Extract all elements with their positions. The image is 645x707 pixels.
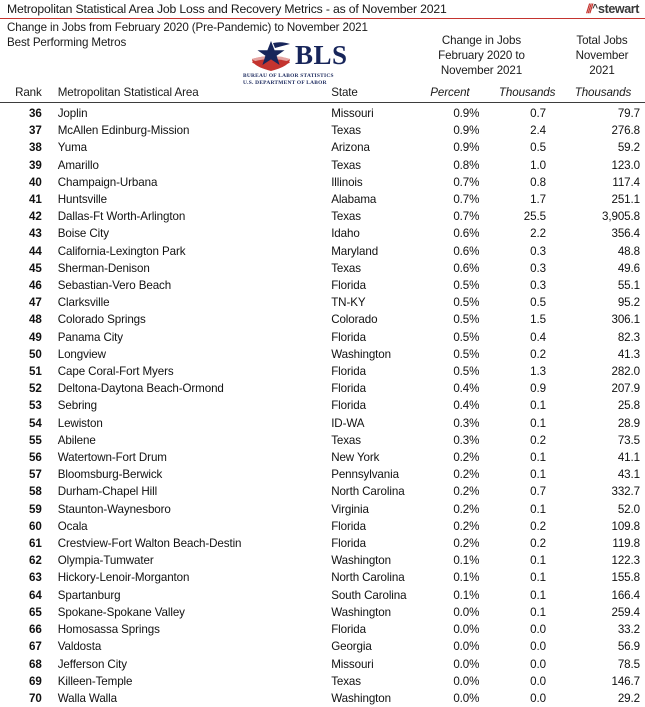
cell-state: Florida	[313, 518, 406, 535]
cell-msa: California-Lexington Park	[49, 243, 313, 260]
cell-rank: 68	[0, 656, 49, 673]
cell-rank: 37	[0, 122, 49, 139]
cell-total: 49.6	[561, 260, 645, 277]
table-row[interactable]	[0, 174, 645, 191]
cell-thousands: 0.0	[493, 690, 561, 707]
change-in-jobs-line-3: November 2021	[404, 63, 559, 78]
cell-msa: Panama City	[49, 329, 313, 346]
cell-total: 332.7	[561, 483, 645, 500]
cell-msa: Dallas-Ft Worth-Arlington	[49, 208, 313, 225]
table-row[interactable]	[0, 604, 645, 621]
column-header-state[interactable]: State	[313, 86, 406, 103]
cell-thousands: 0.1	[493, 587, 561, 604]
logo-slashes-icon: ///	[586, 2, 591, 16]
cell-state: New York	[313, 449, 406, 466]
cell-rank: 46	[0, 277, 49, 294]
stewart-logo	[586, 2, 639, 16]
cell-state: Texas	[313, 157, 406, 174]
cell-rank: 56	[0, 449, 49, 466]
table-row[interactable]	[0, 656, 645, 673]
cell-rank: 64	[0, 587, 49, 604]
cell-msa: Durham-Chapel Hill	[49, 483, 313, 500]
cell-msa: Sebastian-Vero Beach	[49, 277, 313, 294]
table-row[interactable]	[0, 260, 645, 277]
cell-rank: 42	[0, 208, 49, 225]
cell-state: Texas	[313, 260, 406, 277]
cell-state: Arizona	[313, 139, 406, 156]
cell-msa: Bloomsburg-Berwick	[49, 466, 313, 483]
change-in-jobs-line-1: Change in Jobs	[404, 33, 559, 48]
table-row[interactable]	[0, 432, 645, 449]
cell-state: Maryland	[313, 243, 406, 260]
table-row[interactable]	[0, 621, 645, 638]
cell-msa: Watertown-Fort Drum	[49, 449, 313, 466]
cell-percent: 0.5%	[406, 294, 493, 311]
cell-msa: Yuma	[49, 139, 313, 156]
cell-msa: Deltona-Daytona Beach-Ormond	[49, 380, 313, 397]
cell-msa: Hickory-Lenoir-Morganton	[49, 569, 313, 586]
cell-thousands: 0.7	[493, 483, 561, 500]
cell-thousands: 1.3	[493, 363, 561, 380]
cell-rank: 50	[0, 346, 49, 363]
cell-msa: Lewiston	[49, 415, 313, 432]
cell-state: Alabama	[313, 191, 406, 208]
table-row[interactable]	[0, 449, 645, 466]
total-jobs-line-3: 2021	[562, 63, 642, 78]
table-row[interactable]	[0, 208, 645, 225]
cell-rank: 44	[0, 243, 49, 260]
cell-total: 52.0	[561, 501, 645, 518]
table-row[interactable]	[0, 638, 645, 655]
cell-rank: 48	[0, 311, 49, 328]
cell-msa: Jefferson City	[49, 656, 313, 673]
cell-state: Texas	[313, 208, 406, 225]
cell-rank: 54	[0, 415, 49, 432]
msa-metrics-table	[0, 86, 645, 707]
cell-rank: 39	[0, 157, 49, 174]
cell-thousands: 0.0	[493, 673, 561, 690]
cell-total: 25.8	[561, 397, 645, 414]
cell-total: 146.7	[561, 673, 645, 690]
cell-rank: 41	[0, 191, 49, 208]
bls-wordmark: BLS	[295, 38, 348, 72]
cell-thousands: 0.2	[493, 518, 561, 535]
cell-thousands: 0.1	[493, 466, 561, 483]
table-row[interactable]	[0, 552, 645, 569]
cell-percent: 0.3%	[406, 432, 493, 449]
cell-thousands: 1.0	[493, 157, 561, 174]
cell-total: 73.5	[561, 432, 645, 449]
cell-percent: 0.5%	[406, 277, 493, 294]
cell-thousands: 2.4	[493, 122, 561, 139]
cell-rank: 65	[0, 604, 49, 621]
cell-thousands: 1.7	[493, 191, 561, 208]
cell-state: Florida	[313, 329, 406, 346]
cell-msa: Sebring	[49, 397, 313, 414]
cell-rank: 57	[0, 466, 49, 483]
cell-thousands: 0.8	[493, 174, 561, 191]
cell-rank: 43	[0, 225, 49, 242]
cell-percent: 0.9%	[406, 103, 493, 123]
msa-metrics-table-wrapper	[0, 86, 645, 707]
cell-thousands: 0.1	[493, 569, 561, 586]
cell-percent: 0.2%	[406, 501, 493, 518]
cell-rank: 67	[0, 638, 49, 655]
cell-thousands: 0.2	[493, 346, 561, 363]
cell-percent: 0.7%	[406, 208, 493, 225]
table-row[interactable]	[0, 363, 645, 380]
table-row[interactable]	[0, 329, 645, 346]
cell-state: North Carolina	[313, 569, 406, 586]
cell-rank: 55	[0, 432, 49, 449]
table-row[interactable]	[0, 157, 645, 174]
cell-percent: 0.4%	[406, 380, 493, 397]
bls-star-shield-icon	[249, 41, 293, 73]
cell-total: 95.2	[561, 294, 645, 311]
table-header-row	[0, 86, 645, 103]
cell-state: ID-WA	[313, 415, 406, 432]
cell-state: Florida	[313, 621, 406, 638]
cell-state: Florida	[313, 363, 406, 380]
bls-subtitle-line-1: BUREAU OF LABOR STATISTICS	[243, 73, 334, 79]
cell-msa: Abilene	[49, 432, 313, 449]
cell-thousands: 0.1	[493, 415, 561, 432]
cell-thousands: 0.1	[493, 552, 561, 569]
table-row[interactable]	[0, 415, 645, 432]
cell-state: Pennsylvania	[313, 466, 406, 483]
cell-msa: Homosassa Springs	[49, 621, 313, 638]
table-row[interactable]	[0, 103, 645, 123]
table-row[interactable]	[0, 277, 645, 294]
cell-rank: 61	[0, 535, 49, 552]
table-body	[0, 103, 645, 707]
table-row[interactable]	[0, 569, 645, 586]
table-row[interactable]	[0, 191, 645, 208]
cell-msa: Boise City	[49, 225, 313, 242]
cell-msa: Joplin	[49, 103, 313, 123]
table-row[interactable]	[0, 122, 645, 139]
table-row[interactable]	[0, 501, 645, 518]
cell-msa: Walla Walla	[49, 690, 313, 707]
cell-state: Florida	[313, 397, 406, 414]
cell-total: 122.3	[561, 552, 645, 569]
cell-state: Texas	[313, 432, 406, 449]
cell-thousands: 0.1	[493, 604, 561, 621]
total-jobs-group-header	[562, 33, 642, 79]
cell-state: Missouri	[313, 103, 406, 123]
cell-state: Illinois	[313, 174, 406, 191]
cell-msa: Valdosta	[49, 638, 313, 655]
cell-total: 43.1	[561, 466, 645, 483]
cell-percent: 0.0%	[406, 638, 493, 655]
cell-thousands: 0.1	[493, 397, 561, 414]
cell-msa: Ocala	[49, 518, 313, 535]
table-row[interactable]	[0, 673, 645, 690]
cell-rank: 38	[0, 139, 49, 156]
cell-total: 117.4	[561, 174, 645, 191]
cell-total: 306.1	[561, 311, 645, 328]
cell-thousands: 0.3	[493, 243, 561, 260]
cell-percent: 0.9%	[406, 122, 493, 139]
subtitle-line-1: Change in Jobs from February 2020 (Pre-Pandemic) to November 2021	[7, 21, 368, 35]
cell-thousands: 0.9	[493, 380, 561, 397]
cell-state: South Carolina	[313, 587, 406, 604]
cell-msa: Longview	[49, 346, 313, 363]
cell-total: 48.8	[561, 243, 645, 260]
cell-rank: 66	[0, 621, 49, 638]
column-header-total-thousands[interactable]: Thousands	[561, 86, 645, 103]
cell-thousands: 0.0	[493, 621, 561, 638]
cell-rank: 63	[0, 569, 49, 586]
cell-state: TN-KY	[313, 294, 406, 311]
cell-total: 207.9	[561, 380, 645, 397]
column-header-percent[interactable]: Percent	[406, 86, 493, 103]
cell-percent: 0.9%	[406, 139, 493, 156]
cell-state: Missouri	[313, 656, 406, 673]
cell-state: Texas	[313, 673, 406, 690]
cell-percent: 0.1%	[406, 587, 493, 604]
cell-percent: 0.6%	[406, 243, 493, 260]
cell-percent: 0.5%	[406, 346, 493, 363]
cell-percent: 0.2%	[406, 518, 493, 535]
cell-percent: 0.6%	[406, 225, 493, 242]
change-in-jobs-line-2: February 2020 to	[404, 48, 559, 63]
cell-total: 251.1	[561, 191, 645, 208]
cell-msa: Colorado Springs	[49, 311, 313, 328]
table-row[interactable]	[0, 466, 645, 483]
cell-state: Texas	[313, 122, 406, 139]
cell-percent: 0.4%	[406, 397, 493, 414]
cell-percent: 0.7%	[406, 174, 493, 191]
cell-rank: 70	[0, 690, 49, 707]
cell-total: 41.1	[561, 449, 645, 466]
cell-msa: Staunton-Waynesboro	[49, 501, 313, 518]
table-row[interactable]	[0, 587, 645, 604]
cell-total: 78.5	[561, 656, 645, 673]
cell-total: 123.0	[561, 157, 645, 174]
cell-rank: 58	[0, 483, 49, 500]
cell-msa: Sherman-Denison	[49, 260, 313, 277]
cell-state: Virginia	[313, 501, 406, 518]
cell-total: 119.8	[561, 535, 645, 552]
cell-msa: Amarillo	[49, 157, 313, 174]
table-row[interactable]	[0, 690, 645, 707]
cell-thousands: 0.0	[493, 638, 561, 655]
cell-percent: 0.0%	[406, 656, 493, 673]
cell-msa: Clarksville	[49, 294, 313, 311]
cell-msa: Huntsville	[49, 191, 313, 208]
cell-percent: 0.3%	[406, 415, 493, 432]
cell-thousands: 25.5	[493, 208, 561, 225]
cell-total: 59.2	[561, 139, 645, 156]
bls-logo	[242, 40, 392, 88]
cell-rank: 49	[0, 329, 49, 346]
cell-rank: 36	[0, 103, 49, 123]
cell-state: Washington	[313, 690, 406, 707]
cell-rank: 45	[0, 260, 49, 277]
cell-thousands: 0.1	[493, 501, 561, 518]
cell-percent: 0.2%	[406, 449, 493, 466]
cell-rank: 53	[0, 397, 49, 414]
cell-rank: 47	[0, 294, 49, 311]
logo-wordmark: stewart	[598, 2, 639, 16]
cell-thousands: 0.3	[493, 277, 561, 294]
cell-msa: Olympia-Tumwater	[49, 552, 313, 569]
change-in-jobs-group-header	[404, 33, 559, 79]
table-row[interactable]	[0, 397, 645, 414]
cell-rank: 40	[0, 174, 49, 191]
cell-rank: 52	[0, 380, 49, 397]
cell-msa: Champaign-Urbana	[49, 174, 313, 191]
cell-total: 82.3	[561, 329, 645, 346]
table-header	[0, 86, 645, 103]
cell-percent: 0.2%	[406, 466, 493, 483]
cell-total: 56.9	[561, 638, 645, 655]
cell-msa: Killeen-Temple	[49, 673, 313, 690]
cell-percent: 0.0%	[406, 690, 493, 707]
cell-state: Georgia	[313, 638, 406, 655]
cell-thousands: 0.0	[493, 656, 561, 673]
cell-total: 29.2	[561, 690, 645, 707]
cell-thousands: 0.2	[493, 432, 561, 449]
cell-total: 33.2	[561, 621, 645, 638]
cell-percent: 0.7%	[406, 191, 493, 208]
cell-total: 155.8	[561, 569, 645, 586]
column-header-change-thousands[interactable]: Thousands	[493, 86, 561, 103]
cell-total: 259.4	[561, 604, 645, 621]
cell-thousands: 2.2	[493, 225, 561, 242]
cell-total: 276.8	[561, 122, 645, 139]
cell-total: 79.7	[561, 103, 645, 123]
table-row[interactable]	[0, 139, 645, 156]
cell-percent: 0.0%	[406, 621, 493, 638]
cell-percent: 0.1%	[406, 552, 493, 569]
cell-percent: 0.5%	[406, 311, 493, 328]
cell-thousands: 0.5	[493, 139, 561, 156]
table-row[interactable]	[0, 518, 645, 535]
cell-state: Florida	[313, 535, 406, 552]
logo-caret-icon: ^	[592, 3, 598, 14]
column-header-rank[interactable]: Rank	[0, 86, 49, 103]
cell-percent: 0.0%	[406, 673, 493, 690]
table-row[interactable]	[0, 535, 645, 552]
cell-msa: Spartanburg	[49, 587, 313, 604]
cell-percent: 0.0%	[406, 604, 493, 621]
cell-total: 55.1	[561, 277, 645, 294]
total-jobs-line-1: Total Jobs	[562, 33, 642, 48]
cell-total: 109.8	[561, 518, 645, 535]
cell-total: 166.4	[561, 587, 645, 604]
cell-state: North Carolina	[313, 483, 406, 500]
bls-subtitle-line-2: U.S. DEPARTMENT OF LABOR	[243, 80, 327, 86]
cell-percent: 0.6%	[406, 260, 493, 277]
cell-state: Washington	[313, 552, 406, 569]
cell-msa: Cape Coral-Fort Myers	[49, 363, 313, 380]
cell-total: 41.3	[561, 346, 645, 363]
cell-thousands: 0.1	[493, 449, 561, 466]
table-row[interactable]	[0, 294, 645, 311]
cell-thousands: 1.5	[493, 311, 561, 328]
cell-rank: 60	[0, 518, 49, 535]
cell-rank: 69	[0, 673, 49, 690]
cell-percent: 0.1%	[406, 569, 493, 586]
cell-total: 3,905.8	[561, 208, 645, 225]
cell-total: 282.0	[561, 363, 645, 380]
cell-state: Washington	[313, 604, 406, 621]
page-title: Metropolitan Statistical Area Job Loss and Recovery Metrics - as of November 2021	[7, 2, 447, 17]
cell-total: 356.4	[561, 225, 645, 242]
cell-thousands: 0.5	[493, 294, 561, 311]
cell-percent: 0.2%	[406, 535, 493, 552]
cell-percent: 0.8%	[406, 157, 493, 174]
cell-state: Florida	[313, 380, 406, 397]
cell-percent: 0.5%	[406, 329, 493, 346]
table-row[interactable]	[0, 380, 645, 397]
table-row[interactable]	[0, 346, 645, 363]
cell-percent: 0.5%	[406, 363, 493, 380]
cell-msa: Spokane-Spokane Valley	[49, 604, 313, 621]
cell-thousands: 0.7	[493, 103, 561, 123]
cell-state: Florida	[313, 277, 406, 294]
cell-state: Washington	[313, 346, 406, 363]
table-row[interactable]	[0, 483, 645, 500]
cell-percent: 0.2%	[406, 483, 493, 500]
cell-state: Idaho	[313, 225, 406, 242]
table-row[interactable]	[0, 311, 645, 328]
cell-msa: McAllen Edinburg-Mission	[49, 122, 313, 139]
subtitle-line-2: Best Performing Metros	[7, 36, 126, 50]
report-title-bar	[0, 0, 645, 19]
cell-rank: 51	[0, 363, 49, 380]
cell-rank: 62	[0, 552, 49, 569]
cell-thousands: 0.3	[493, 260, 561, 277]
cell-total: 28.9	[561, 415, 645, 432]
cell-state: Colorado	[313, 311, 406, 328]
table-row[interactable]	[0, 225, 645, 242]
total-jobs-line-2: November	[562, 48, 642, 63]
column-header-msa[interactable]: Metropolitan Statistical Area	[49, 86, 313, 103]
cell-thousands: 0.4	[493, 329, 561, 346]
cell-thousands: 0.2	[493, 535, 561, 552]
table-row[interactable]	[0, 243, 645, 260]
cell-rank: 59	[0, 501, 49, 518]
cell-msa: Crestview-Fort Walton Beach-Destin	[49, 535, 313, 552]
